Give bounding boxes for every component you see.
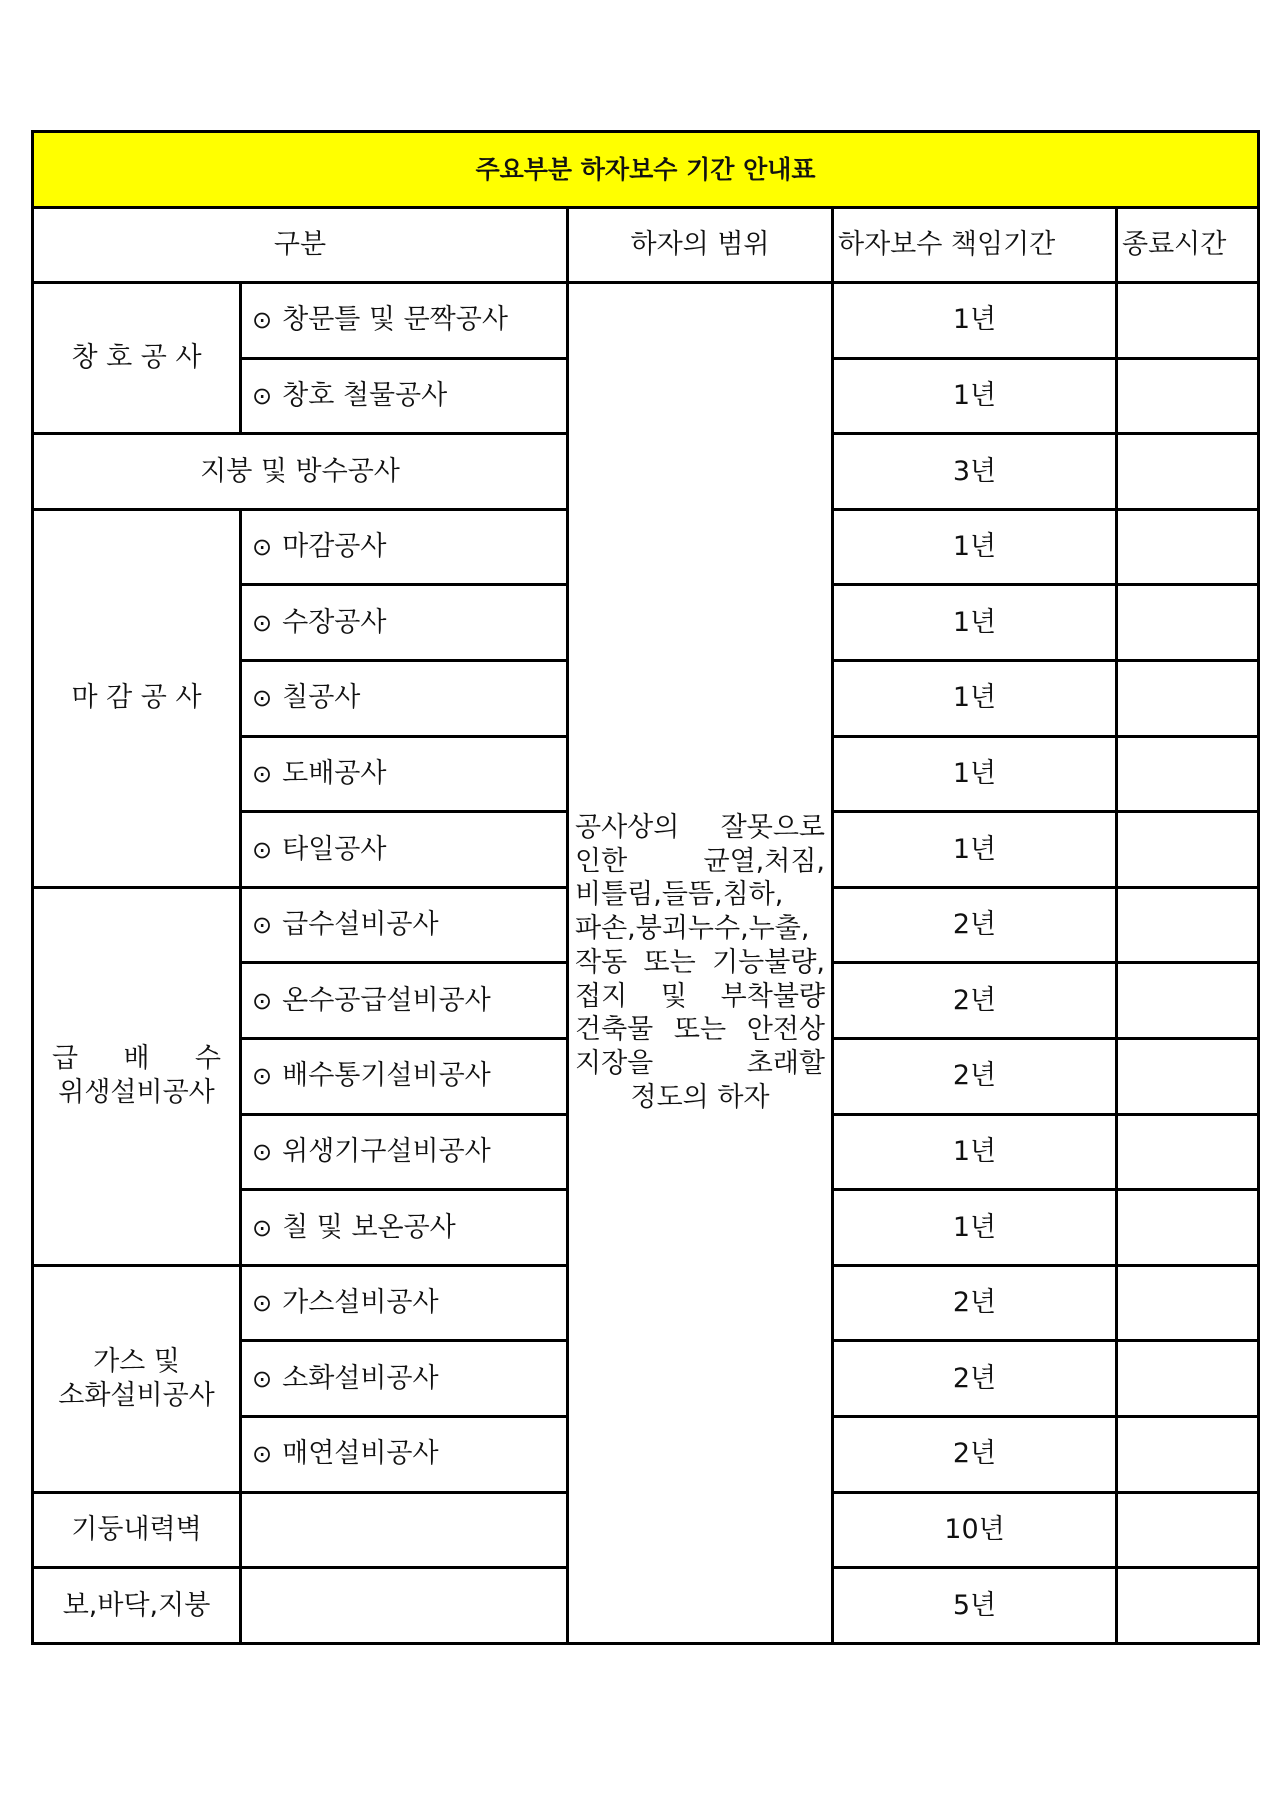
- title-row: [33, 132, 1259, 208]
- item-name: [241, 660, 568, 736]
- item-period: 3년: [833, 434, 1117, 510]
- item-end-time: [1117, 1568, 1259, 1644]
- table-title: 주요부분 하자보수 기간 안내표: [33, 132, 1259, 208]
- item-label: 온수공급설비공사: [282, 984, 491, 1016]
- group-label-structural: 보,바닥,지붕: [33, 1568, 241, 1644]
- item-label: 배수통기설비공사: [282, 1060, 491, 1092]
- label-char: 급: [52, 1043, 79, 1075]
- item-name: [241, 887, 568, 963]
- item-label: 매연설비공사: [282, 1438, 439, 1470]
- group-label-line1: [34, 1042, 239, 1076]
- item-period: 2년: [833, 1416, 1117, 1492]
- group-label-plumbing: [33, 887, 241, 1265]
- bullet-circle-icon: ⊙: [252, 1137, 273, 1166]
- header-scope: 하자의 범위: [568, 208, 833, 283]
- bullet-circle-icon: ⊙: [252, 835, 273, 864]
- bullet-circle-icon: ⊙: [252, 1213, 273, 1242]
- header-row: [33, 208, 1259, 283]
- item-period: 2년: [833, 887, 1117, 963]
- item-end-time: [1117, 283, 1259, 359]
- item-period: 1년: [833, 509, 1117, 585]
- item-name-empty: [241, 1568, 568, 1644]
- item-name: [241, 736, 568, 812]
- item-name: [241, 1190, 568, 1266]
- group-label-line1: 가스 및: [93, 1345, 180, 1377]
- item-label: 급수설비공사: [282, 909, 439, 941]
- group-label-line2: 소화설비공사: [58, 1379, 215, 1411]
- item-end-time: [1117, 1190, 1259, 1266]
- item-period: 1년: [833, 283, 1117, 359]
- bullet-circle-icon: ⊙: [252, 306, 273, 335]
- item-name-empty: [241, 1492, 568, 1568]
- item-period: 1년: [833, 660, 1117, 736]
- bullet-circle-icon: ⊙: [252, 911, 273, 940]
- item-period: 2년: [833, 1265, 1117, 1341]
- item-period: 1년: [833, 812, 1117, 888]
- item-period: 1년: [833, 1190, 1117, 1266]
- item-end-time: [1117, 963, 1259, 1039]
- item-label: 마감공사: [282, 531, 387, 563]
- bullet-circle-icon: ⊙: [252, 759, 273, 788]
- item-label: 수장공사: [282, 606, 387, 638]
- group-label-finish: 마 감 공 사: [33, 509, 241, 887]
- bullet-circle-icon: ⊙: [252, 986, 273, 1015]
- bullet-circle-icon: ⊙: [252, 684, 273, 713]
- item-label: 창호 철물공사: [282, 380, 448, 412]
- item-end-time: [1117, 585, 1259, 661]
- item-label: 칠 및 보온공사: [282, 1211, 456, 1243]
- item-label: 타일공사: [282, 833, 387, 865]
- label-char: 배: [123, 1043, 150, 1075]
- item-name: [241, 812, 568, 888]
- group-label-structural: 기둥내력벽: [33, 1492, 241, 1568]
- item-period: 1년: [833, 585, 1117, 661]
- item-period: 1년: [833, 736, 1117, 812]
- item-label: 창문틀 및 문짝공사: [282, 304, 508, 336]
- group-label-gas: [33, 1265, 241, 1492]
- bullet-circle-icon: ⊙: [252, 1062, 273, 1091]
- item-end-time: [1117, 358, 1259, 434]
- item-name: [241, 1038, 568, 1114]
- defect-scope-text: [568, 283, 833, 1644]
- header-period: 하자보수 책임기간: [833, 208, 1117, 283]
- item-label: 소화설비공사: [282, 1362, 439, 1394]
- item-name: [241, 509, 568, 585]
- item-name: [241, 1341, 568, 1417]
- header-end-time: 종료시간: [1117, 208, 1259, 283]
- item-name: [241, 585, 568, 661]
- item-end-time: [1117, 1114, 1259, 1190]
- item-period: 2년: [833, 963, 1117, 1039]
- item-label: 위생기구설비공사: [282, 1135, 491, 1167]
- bullet-circle-icon: ⊙: [252, 608, 273, 637]
- item-name: [241, 1114, 568, 1190]
- group-label-roof: 지붕 및 방수공사: [33, 434, 568, 510]
- item-end-time: [1117, 509, 1259, 585]
- item-period: 2년: [833, 1038, 1117, 1114]
- item-end-time: [1117, 1341, 1259, 1417]
- item-period: 10년: [833, 1492, 1117, 1568]
- item-name: [241, 1265, 568, 1341]
- header-category: 구분: [33, 208, 568, 283]
- item-end-time: [1117, 660, 1259, 736]
- group-label-line2: 위생설비공사: [58, 1077, 215, 1109]
- bullet-circle-icon: ⊙: [252, 1440, 273, 1469]
- item-name: [241, 283, 568, 359]
- item-end-time: [1117, 1416, 1259, 1492]
- item-end-time: [1117, 434, 1259, 510]
- defect-warranty-table: [31, 130, 1260, 1645]
- item-end-time: [1117, 736, 1259, 812]
- item-label: 가스설비공사: [282, 1287, 439, 1319]
- item-end-time: [1117, 1265, 1259, 1341]
- item-end-time: [1117, 1492, 1259, 1568]
- bullet-circle-icon: ⊙: [252, 533, 273, 562]
- item-label: 도배공사: [282, 757, 387, 789]
- bullet-circle-icon: ⊙: [252, 1364, 273, 1393]
- label-char: 수: [194, 1043, 221, 1075]
- item-end-time: [1117, 887, 1259, 963]
- item-period: 2년: [833, 1341, 1117, 1417]
- bullet-circle-icon: ⊙: [252, 382, 273, 411]
- item-label: 칠공사: [282, 682, 361, 714]
- item-name: [241, 1416, 568, 1492]
- table-row: [33, 283, 1259, 359]
- bullet-circle-icon: ⊙: [252, 1289, 273, 1318]
- group-label-window: 창 호 공 사: [33, 283, 241, 434]
- item-name: [241, 963, 568, 1039]
- item-end-time: [1117, 1038, 1259, 1114]
- scope-text: 공사상의 잘못으로 인한 균열,처짐,비틀림,들뜸,침하,파손,붕괴누수,누출,작동 또는 기능불량,접지 및 부착불량 건축물 또는 안전상 지장을 초래할 정도의 하자: [575, 811, 825, 1113]
- item-period: 1년: [833, 1114, 1117, 1190]
- item-name: [241, 358, 568, 434]
- item-end-time: [1117, 812, 1259, 888]
- item-period: 1년: [833, 358, 1117, 434]
- item-period: 5년: [833, 1568, 1117, 1644]
